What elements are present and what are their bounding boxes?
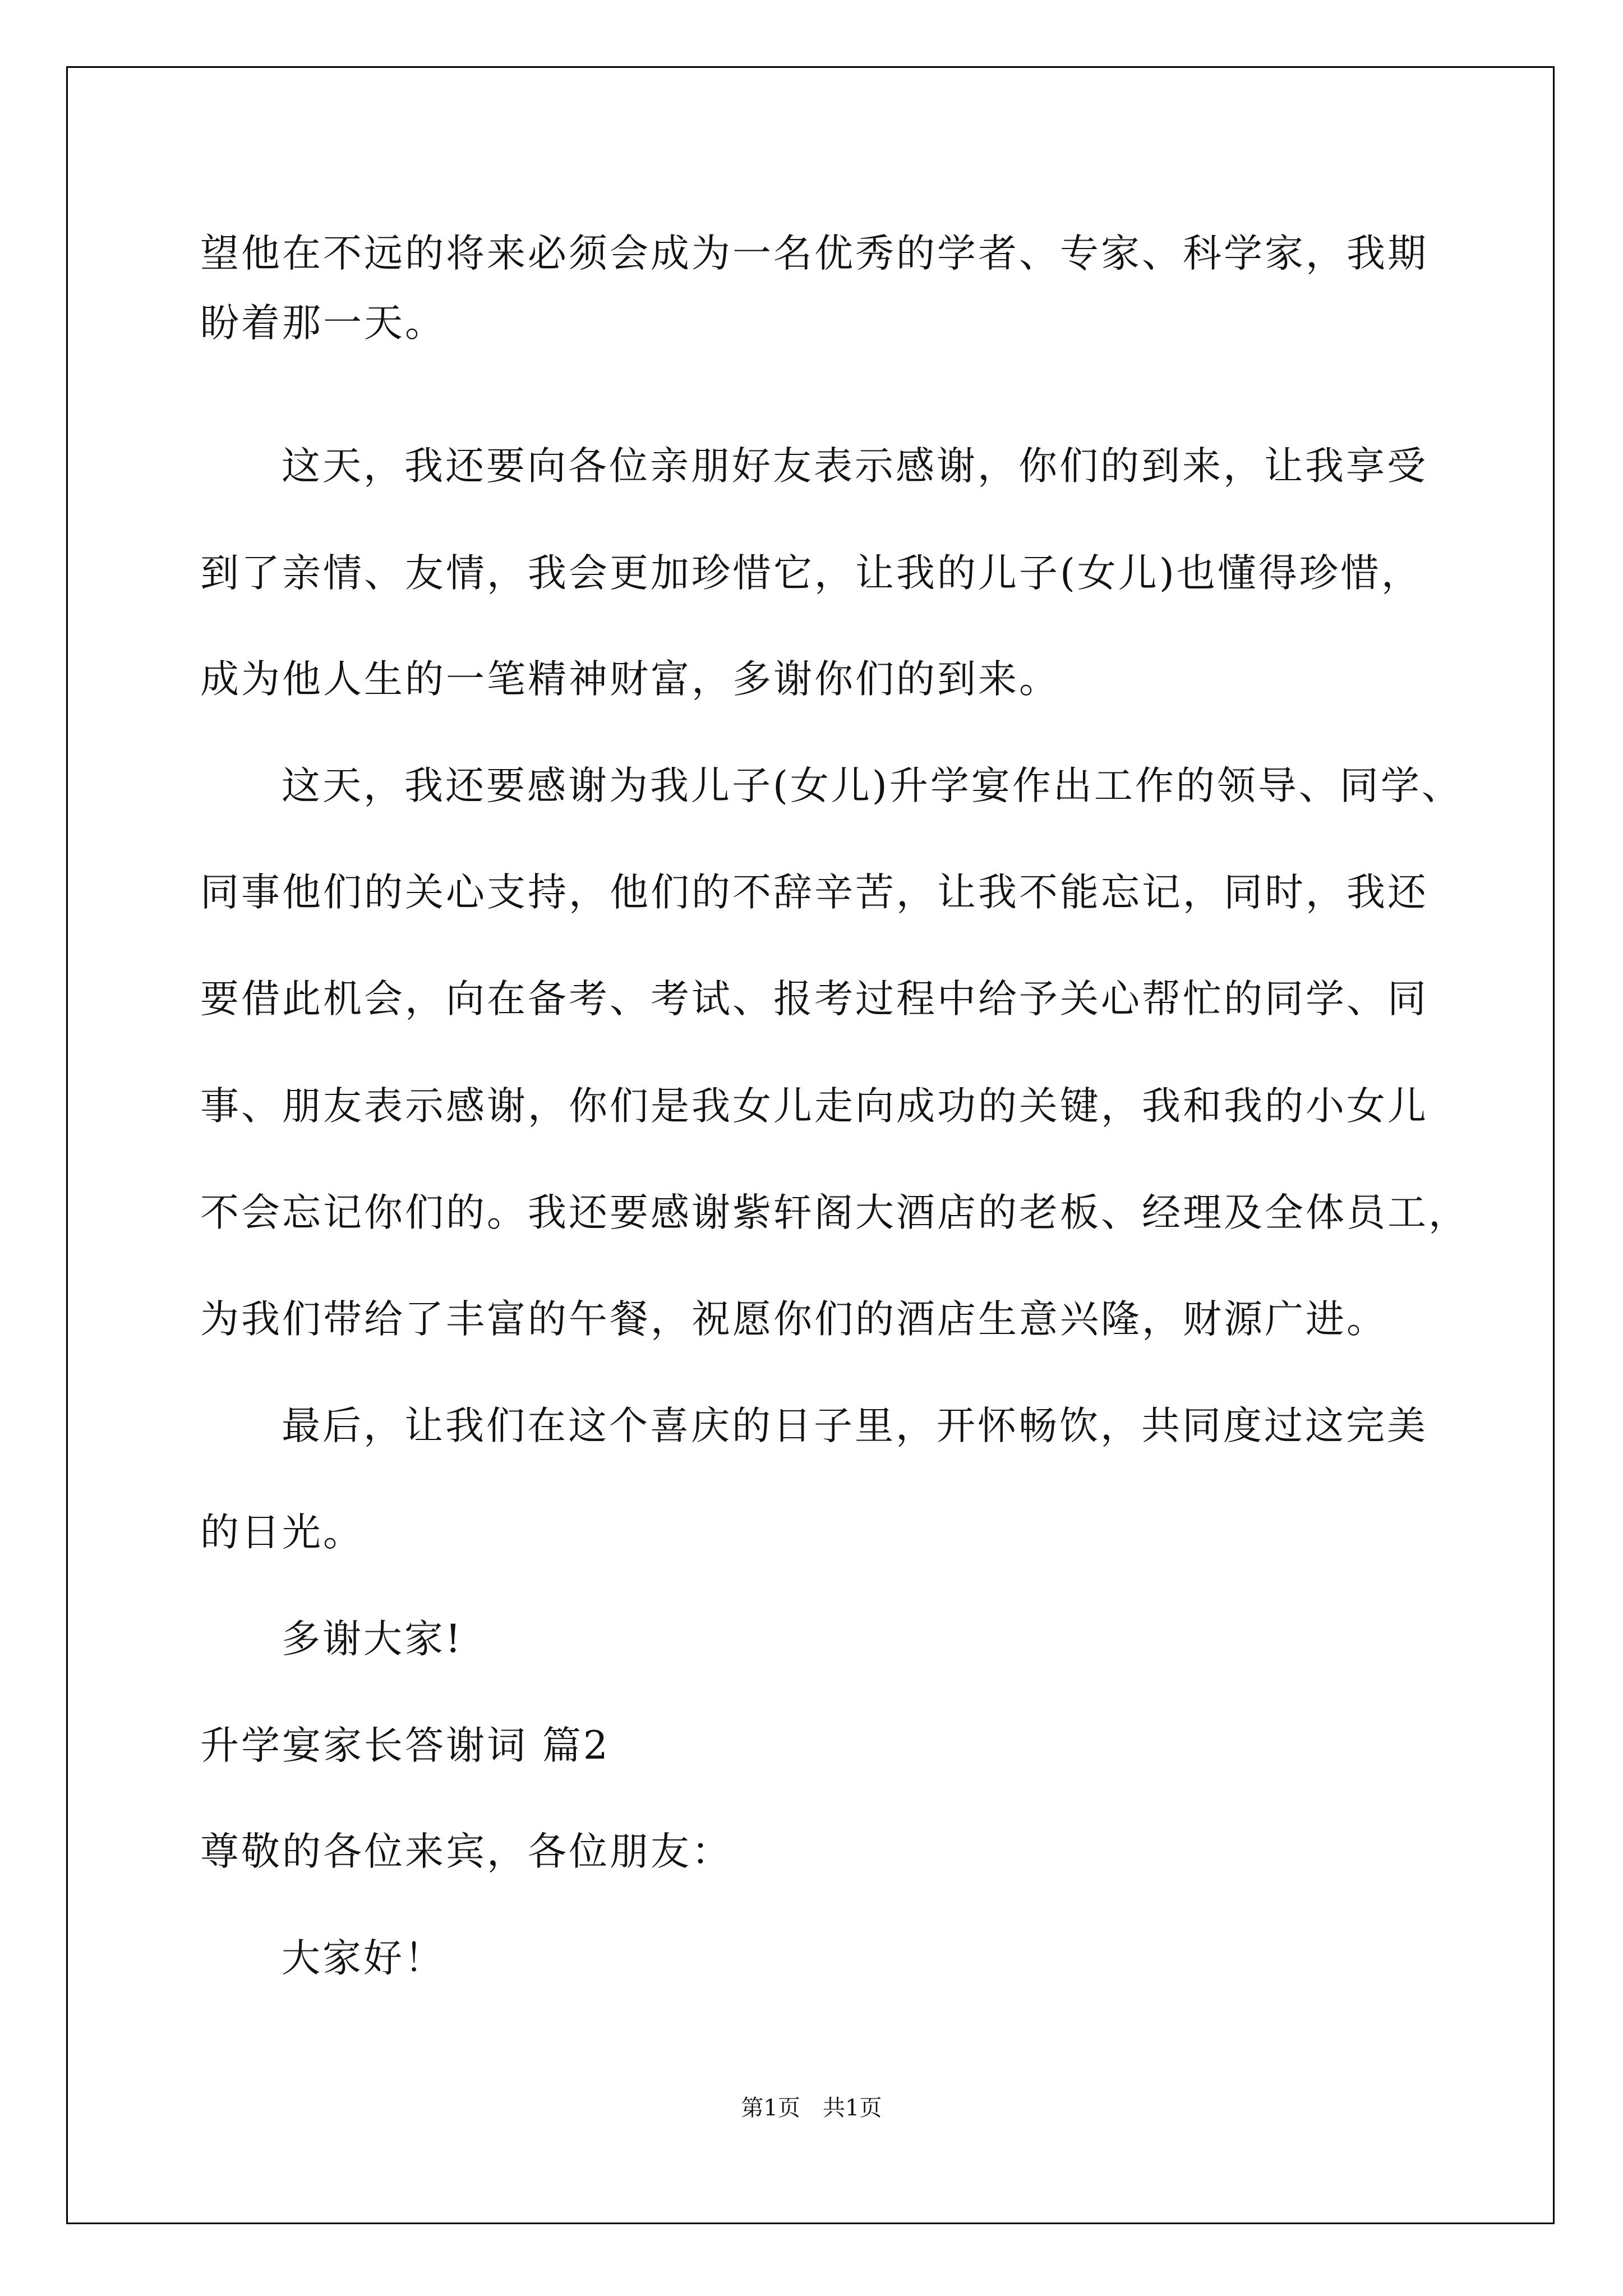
text-line: 事、朋友表示感谢，你们是我女儿走向成功的关键，我和我的小女儿 bbox=[200, 1084, 1428, 1129]
text-line: 要借此机会，向在备考、考试、报考过程中给予关心帮忙的同学、同 bbox=[200, 977, 1428, 1022]
text-line: 最后，让我们在这个喜庆的日子里，开怀畅饮，共同度过这完美 bbox=[282, 1404, 1428, 1448]
text-line: 成为他人生的一笔精神财富，多谢你们的到来。 bbox=[200, 657, 1060, 702]
text-line: 这天，我还要向各位亲朋好友表示感谢，你们的到来，让我享受 bbox=[282, 444, 1428, 489]
text-line: 的日光。 bbox=[200, 1510, 364, 1555]
text-line: 为我们带给了丰富的午餐，祝愿你们的酒店生意兴隆，财源广进。 bbox=[200, 1297, 1387, 1342]
page-frame bbox=[66, 66, 1555, 2224]
salutation: 尊敬的各位来宾，各位朋友： bbox=[200, 1829, 732, 1874]
text-line: 到了亲情、友情，我会更加珍惜它，让我的儿子(女儿)也懂得珍惜， bbox=[200, 551, 1422, 596]
text-line: 不会忘记你们的。我还要感谢紫轩阁大酒店的老板、经理及全体员工， bbox=[200, 1190, 1469, 1235]
text-line: 同事他们的关心支持，他们的不辞辛苦，让我不能忘记，同时，我还 bbox=[200, 870, 1428, 915]
text-line: 望他在不远的将来必须会成为一名优秀的学者、专家、科学家，我期 bbox=[200, 231, 1428, 276]
text-line: 这天，我还要感谢为我儿子(女儿)升学宴作出工作的领导、同学、 bbox=[282, 763, 1463, 808]
page-number-footer: 第1页 共1页 bbox=[741, 2095, 882, 2121]
text-line: 多谢大家! bbox=[282, 1617, 463, 1662]
greeting: 大家好！ bbox=[282, 1936, 445, 1981]
text-line: 盼着那一天。 bbox=[200, 301, 446, 346]
section-heading: 升学宴家长答谢词 篇2 bbox=[200, 1723, 610, 1768]
